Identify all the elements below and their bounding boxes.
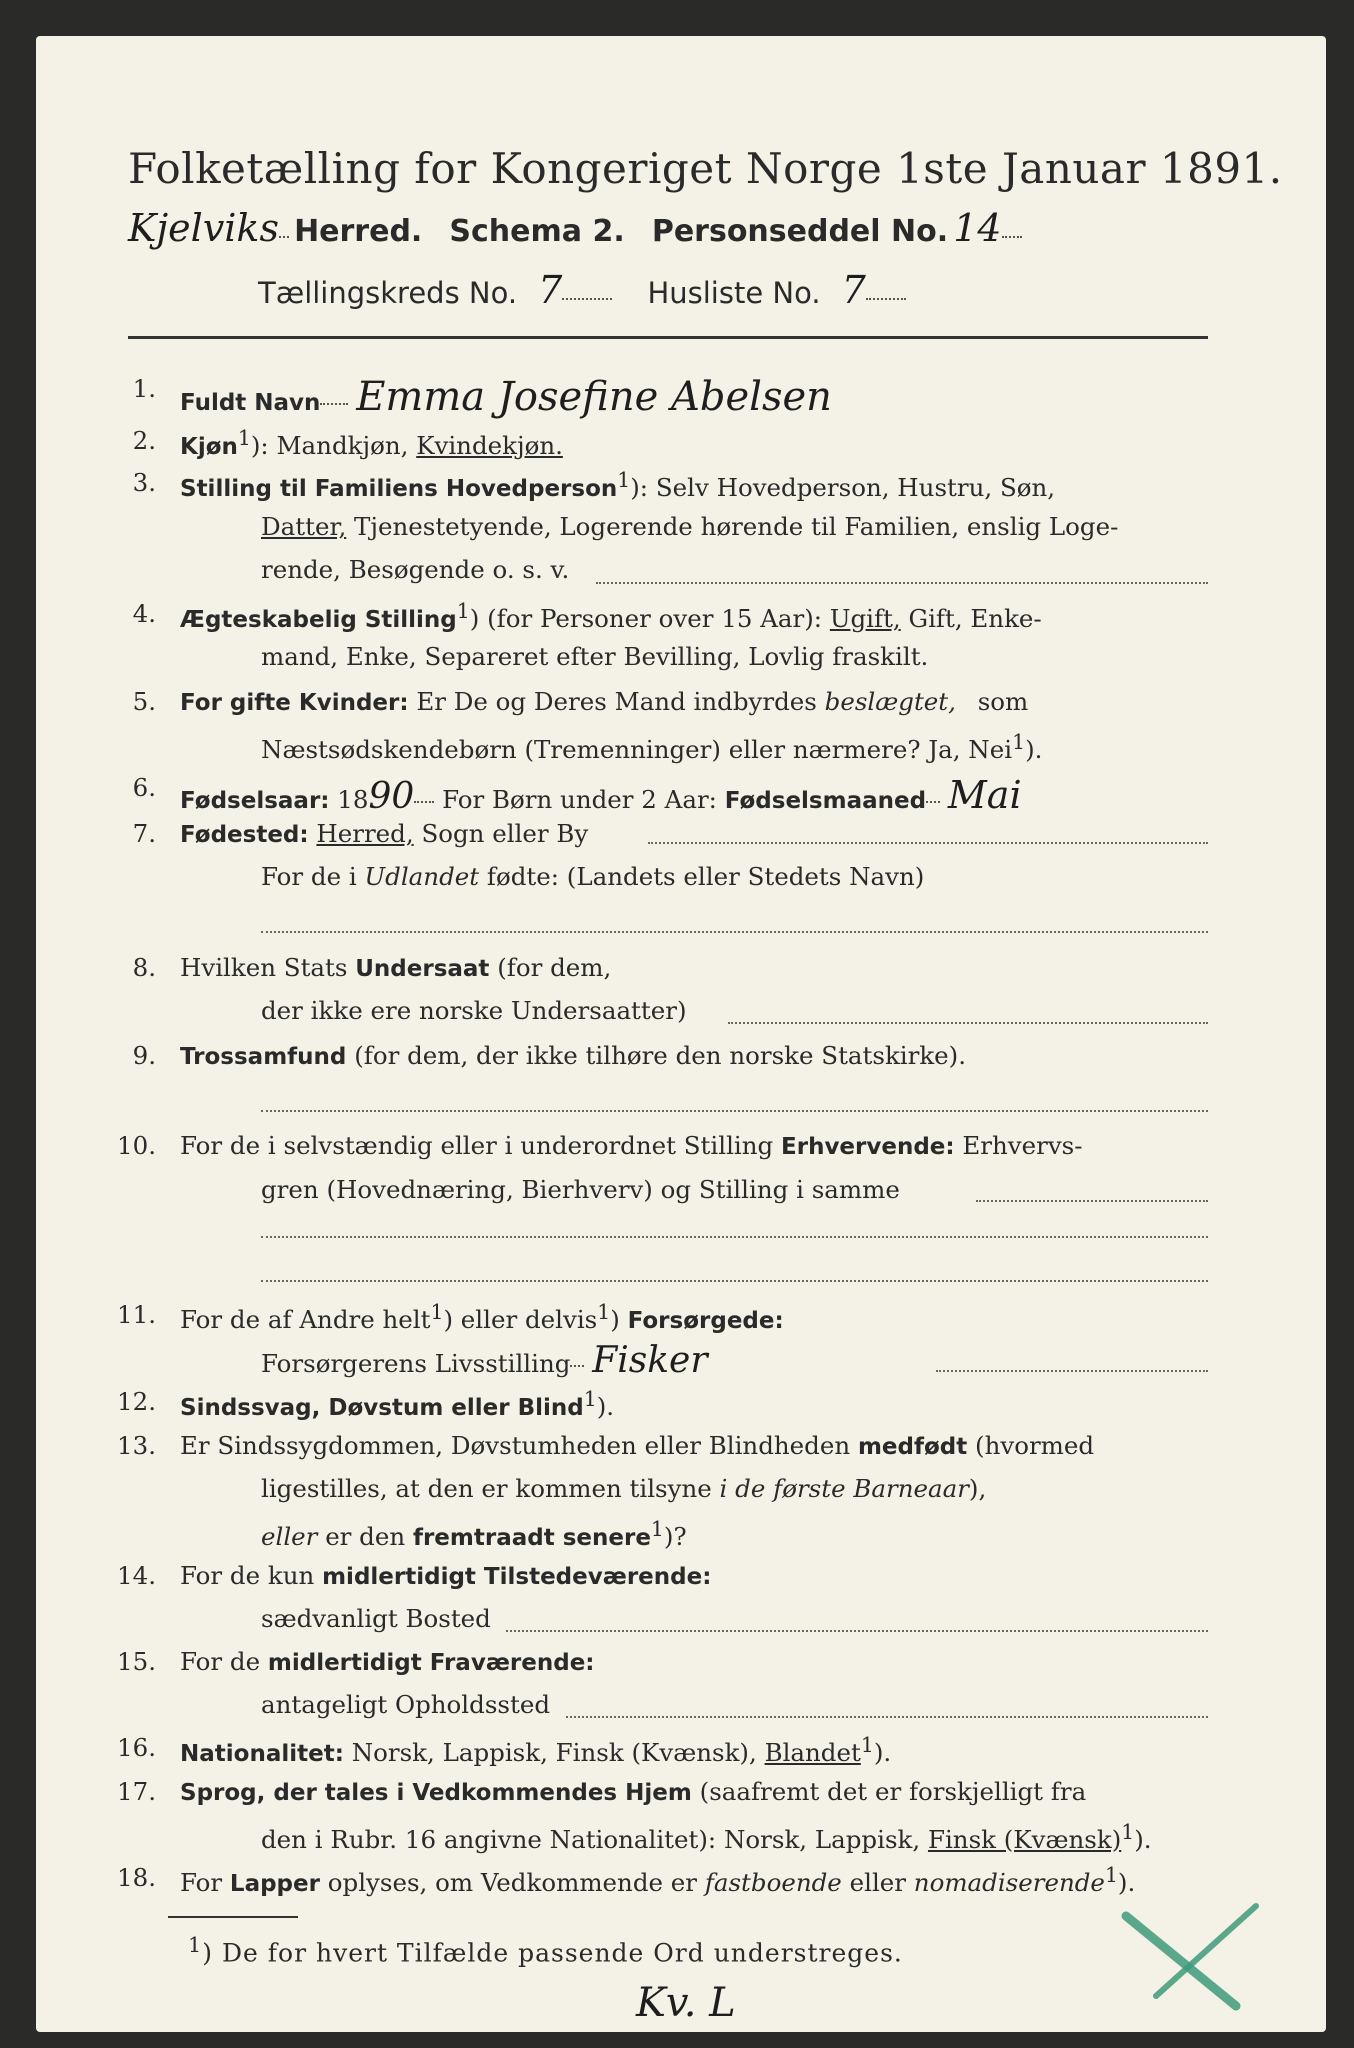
footnote: $^1$) De for hvert Tilfælde passende Ord understreges. [188, 1933, 903, 1968]
question-7: 7. Fødested: Herred, Sogn eller By [132, 819, 589, 848]
question-11: 11. For de af Andre helt$^1$) eller delvis$^1$) Forsørgede: [117, 1300, 784, 1335]
question-8: 8. Hvilken Stats Undersaat (for dem, [132, 953, 612, 982]
sprog-underlined: Finsk (Kvænsk) [927, 1825, 1122, 1855]
question-9: 9. Trossamfund (for dem, der ikke tilhøre den norske Statskirke). [132, 1041, 967, 1070]
fodested-underlined: Herred, [316, 819, 414, 848]
personseddel-number: 14 [953, 206, 1002, 250]
stilling-underlined: Datter, [261, 512, 347, 541]
aegteskab-underlined: Ugift, [829, 604, 901, 634]
full-name-answer: Emma Josefine Abelsen [356, 374, 832, 420]
footnote-rule [168, 1916, 298, 1918]
question-5: 5. For gifte Kvinder: Er De og Deres Mand indbyrdes beslægtet, som [132, 687, 1029, 716]
taellingskreds-label: Tællingskreds No. [258, 276, 518, 310]
question-14: 14. For de kun midlertidigt Tilstedeværende: [117, 1561, 712, 1590]
question-15: 15. For de midlertidigt Fraværende: [117, 1647, 595, 1676]
birth-month-handwritten: Mai [947, 773, 1022, 817]
header-rule [128, 336, 1208, 339]
green-cross-mark [1116, 1896, 1276, 2016]
personseddel-label: Personseddel No. [651, 214, 949, 249]
husliste-label: Husliste No. [647, 276, 821, 310]
question-2: 2. Kjøn$^1$): Mandkjøn, Kvindekjøn. [132, 426, 563, 461]
forsorger-answer: Fisker [592, 1340, 708, 1381]
bottom-handwritten-note: Kv. L [636, 1980, 736, 2026]
question-4: 4. Ægteskabelig Stilling$^1$) (for Personer over 15 Aar): Ugift, Gift, Enke- [132, 599, 1042, 634]
kjon-underlined: Kvindekjøn. [416, 431, 563, 461]
question-12: 12. Sindssvag, Døvstum eller Blind$^1$). [117, 1387, 615, 1422]
taellingskreds-number: 7 [538, 268, 563, 312]
question-6: 6. Fødselsaar: 1890 For Børn under 2 Aar: Fødselsmaaned Mai [132, 773, 1022, 817]
schema-label: Schema 2. [449, 214, 625, 249]
question-3: 3. Stilling til Familiens Hovedperson$^1$): Selv Hovedperson, Hustru, Søn, [132, 468, 1056, 503]
census-form: Folketælling for Kongeriget Norge 1ste Januar 1891. Kjelviks Herred. Schema 2. Personseddel No. 14 Tællingskreds No. 7 Husliste No. 7 1. Fuldt Navn Emma Josefine Abelsen 2. Kjøn$^1$): Mandkjøn, Kvindekjøn. 3. Stilling til Familiens Hovedperson$^1$): Selv Hovedperson, Hustru, Søn, Datter, Tjenestetyende, Logerende hørende til Familien, enslig Loge- rende, Besøgende o. s. v. 4. Ægteskabelig Stilling$^1$) (for Personer over 15 Aar): Ugift, Gift, Enke- mand, Enke, Separeret efter Bevilling, Lovlig fraskilt. 5. For gifte Kvinder: Er De og Deres Mand indbyrdes beslægtet, som Næstsødskendebørn (Tremenninger) eller nærmere? Ja, Nei$^1$). 6. Fødselsaar: 1890 For Børn under 2 Aar: Fødselsmaaned Mai 7. Fødested: Herred, Sogn eller By For de i Udlandet fødte: (Landets eller Stedets Navn) 8. Hvilken Stats Undersaat (for dem, der ikke ere norske Undersaatter) 9. Trossamfund (for dem, der ikke tilhøre den norske Statskirke). 10. For de i selvstændig eller i underordnet Stilling Erhvervende: Erhvervs- gren (Hovednæring, Bierhverv) og Stilling i samme 11. For de af Andre helt$^1$) eller delvis$^1$) Forsørgede: Forsørgerens Livsstilling Fisker 12. Sindssvag, Døvstum eller Blind$^1$). 13. Er Sindssygdommen, Døvstumheden eller Blindheden medfødt (hvormed ligestilles, at den er kommen tilsyne i de første Barneaar), eller er den fremtraadt senere$^1$)? 14. For de kun midlertidigt Tilstedeværende: sædvanligt Bosted 15. For de midlertidigt Fraværende: antageligt Opholdssted 16. Nationalitet: Norsk, Lappisk, Finsk (Kvænsk), Blandet$^1$). 17. Sprog, der tales i Vedkommendes Hjem (saafremt det er forskjelligt fra den i Rubr. 16 angivne Nationalitet): Norsk, Lappisk, Finsk (Kvænsk)$^1$). 18. For Lapper oplyses, om Vedkommende er fastboende eller nomadiserende$^1$). $^1$) De for hvert Tilfælde passende Ord understreges. Kv. L [36, 36, 1326, 2032]
taellingskreds-line [258, 268, 906, 312]
question-10: 10. For de i selvstændig eller i underordnet Stilling Erhvervende: Erhvervs- [117, 1131, 1083, 1160]
birth-year-handwritten: 90 [368, 776, 415, 817]
question-17: 17. Sprog, der tales i Vedkommendes Hjem (saafremt det er forskjelligt fra [117, 1777, 1087, 1806]
herred-label: Herred. [294, 214, 423, 249]
question-13: 13. Er Sindssygdommen, Døvstumheden eller Blindheden medfødt (hvormed [117, 1431, 1095, 1460]
husliste-number: 7 [841, 268, 866, 312]
question-16: 16. Nationalitet: Norsk, Lappisk, Finsk (Kvænsk), Blandet$^1$). [117, 1733, 892, 1768]
question-18: 18. For Lapper oplyses, om Vedkommende er fastboende eller nomadiserende$^1$). [117, 1863, 1136, 1898]
form-title: Folketælling for Kongeriget Norge 1ste Januar 1891. [128, 144, 1283, 193]
herred-line [128, 206, 1022, 250]
question-1: 1. Fuldt Navn Emma Josefine Abelsen [132, 374, 832, 420]
nationalitet-underlined: Blandet [764, 1738, 861, 1768]
herred-handwritten: Kjelviks [128, 206, 279, 250]
